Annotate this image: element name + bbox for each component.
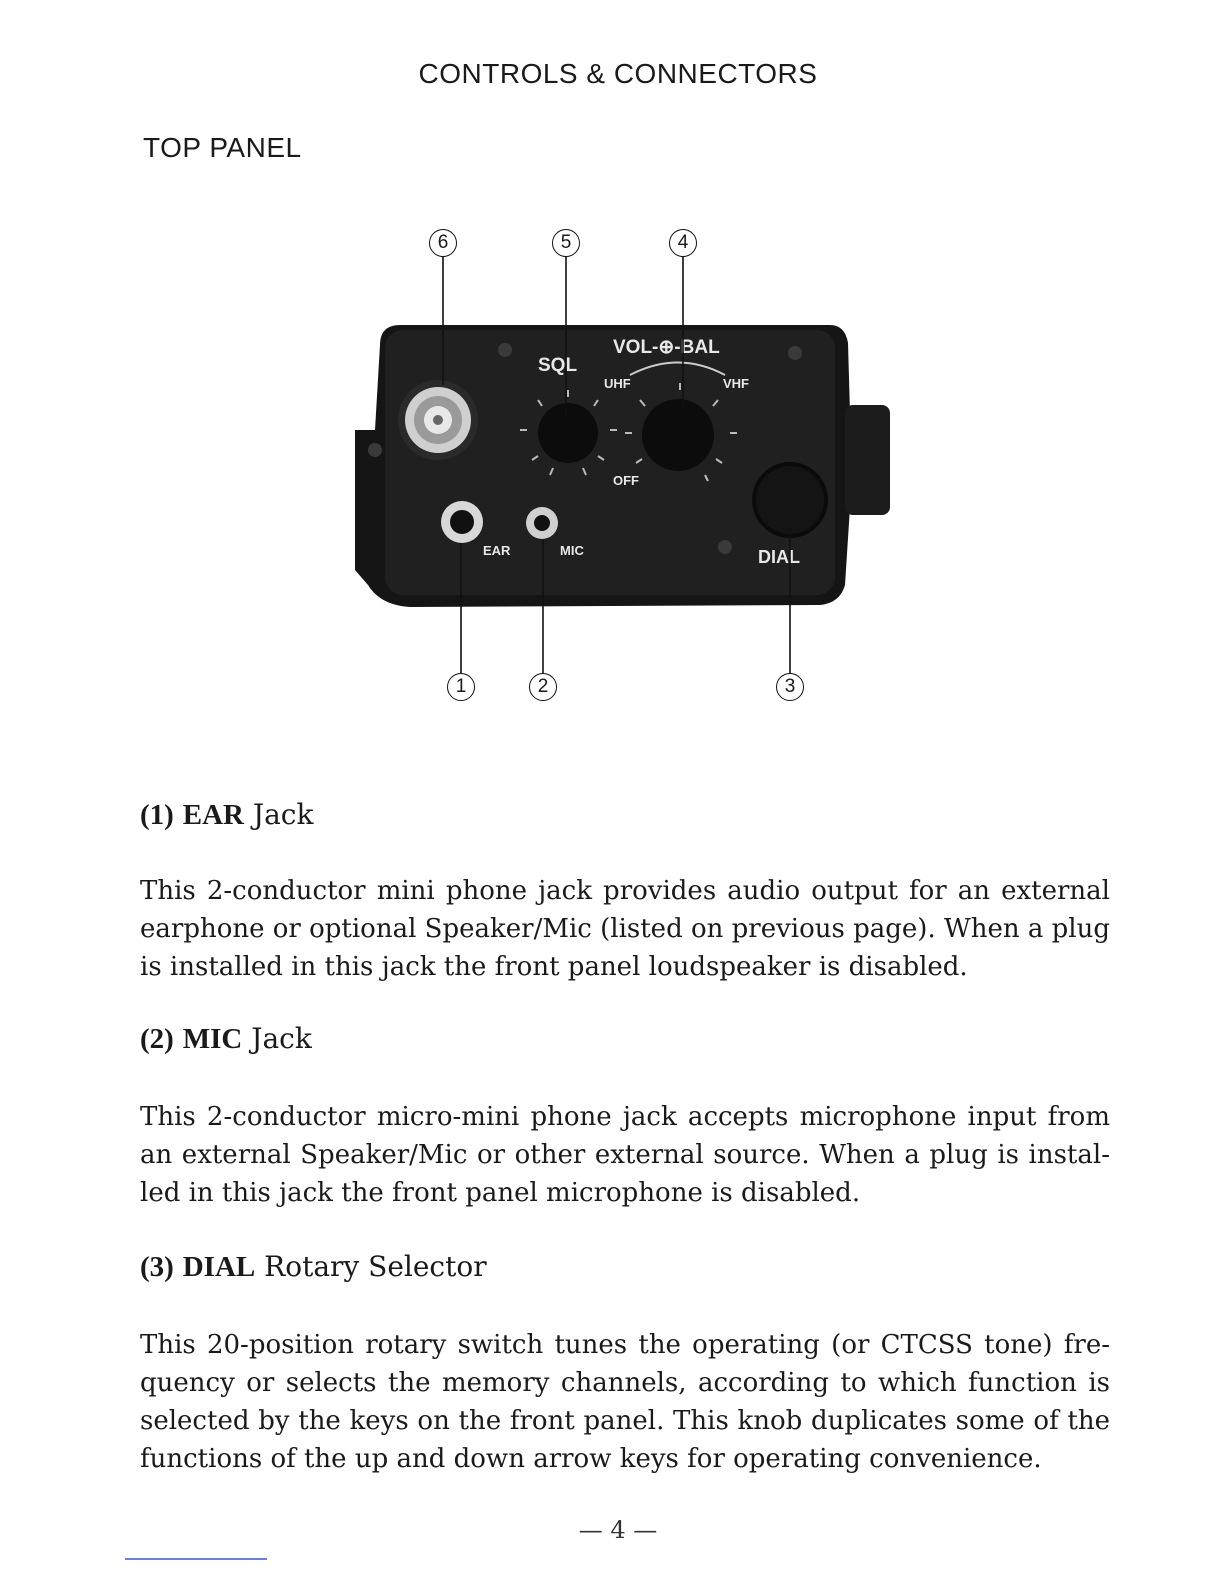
callout-6: 6 [429,229,457,257]
callout-2: 2 [529,673,557,701]
ear-jack [441,501,483,543]
uhf-label: UHF [604,376,631,391]
item-heading-ear-jack: (1) EAR Jack [140,798,314,831]
ear-label: EAR [483,543,511,558]
item-heading-dial-selector: (3) DIAL Rotary Selector [140,1250,487,1283]
item-description-ear-jack: This 2-conductor mini phone jack provides audio output for an external earphone or optional Speaker/Mic (listed on previous page). When a plug is installed in this jack the front panel loudspeaker is disabled. [140,876,1110,982]
page-number: — 4 — [578,1516,658,1544]
top-panel-figure [340,225,900,710]
off-label: OFF [613,473,639,488]
antenna-connector [398,380,478,460]
callout-3: 3 [776,673,804,701]
top-panel-photo [340,225,900,710]
page-title: CONTROLS & CONNECTORS [418,58,818,89]
footer-rule [125,1558,267,1560]
dial-label: DIAL [758,547,800,567]
mic-jack [526,507,558,539]
section-title: TOP PANEL [143,132,302,163]
callout-4: 4 [669,229,697,257]
mic-label: MIC [560,543,584,558]
item-description-mic-jack: This 2-conductor micro-mini phone jack accepts microphone input from an external Speaker/Mic or other external source. When a plug is instal- led in this jack the front panel microphone is disabled. [140,1102,1110,1208]
vhf-label: VHF [723,376,749,391]
callout-1: 1 [447,673,475,701]
item-heading-mic-jack: (2) MIC Jack [140,1022,312,1055]
sql-label: SQL [538,355,578,376]
item-description-dial-selector: This 20-position rotary switch tunes the operating (or CTCSS tone) fre- quency or selects the memory channels, according to which function is selected by the keys on the front panel. This knob duplicates some of the functions of the up and down arrow keys for operating convenience. [140,1330,1110,1474]
vol-bal-label: VOL-⊕-BAL [613,337,720,358]
callout-5: 5 [552,229,580,257]
